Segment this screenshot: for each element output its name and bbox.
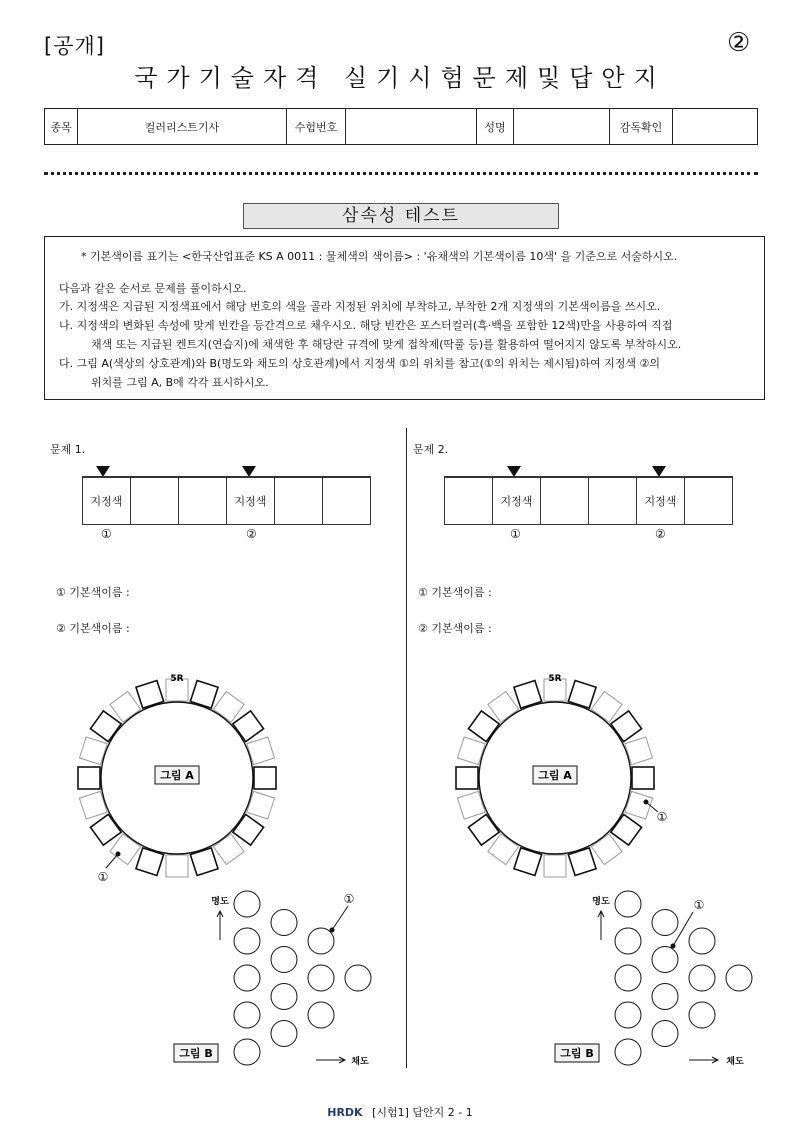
value-chroma-chip	[308, 1002, 334, 1028]
exam-no-label: 수험번호	[287, 109, 346, 145]
problem1-value-chroma-chart	[172, 888, 402, 1078]
axis-value-label: 명도	[211, 897, 229, 907]
value-chroma-chip	[308, 928, 334, 954]
strip-cell[interactable]	[685, 477, 733, 525]
strip-cell[interactable]	[131, 477, 179, 525]
hue-chip	[591, 691, 622, 722]
value-chroma-chip	[234, 891, 260, 917]
instruction-item-b: 나. 지정색의 변화된 속성에 맞게 빈칸을 등간격으로 채우시오. 해당 빈칸은 포스터컬러(흑·백을 포함한 12색)만을 사용하여 직접	[59, 319, 673, 332]
hue-label-5r: 5R	[548, 674, 562, 684]
problem2-value-chroma-chart	[553, 888, 783, 1078]
hue-chip	[611, 711, 642, 742]
supervisor-field[interactable]	[673, 109, 758, 145]
footer-text: [시험1] 답안지 2 - 1	[372, 1106, 473, 1119]
value-chroma-chip	[689, 1002, 715, 1028]
value-chroma-chip	[652, 984, 678, 1010]
value-chroma-chip	[234, 965, 260, 991]
strip-marker-2: ②	[246, 527, 257, 541]
axis-value-label: 명도	[592, 897, 610, 907]
answer-1-label: ① 기본색이름 :	[418, 586, 492, 599]
strip-marker-1: ①	[101, 527, 112, 541]
column-divider	[406, 428, 407, 1068]
strip-cell[interactable]	[445, 477, 493, 525]
value-chroma-chip	[615, 1002, 641, 1028]
axis-chroma-label: 채도	[351, 1057, 369, 1067]
supervisor-label: 감독확인	[610, 109, 673, 145]
problem1-hue-wheel	[62, 668, 292, 898]
value-chroma-chip	[615, 891, 641, 917]
strip-cell[interactable]	[275, 477, 323, 525]
cut-line-divider	[44, 172, 758, 175]
hue-label-5r: 5R	[170, 674, 184, 684]
problem2-hue-wheel	[440, 668, 670, 898]
value-chroma-chip	[652, 947, 678, 973]
footer	[0, 1104, 800, 1120]
strip-cell[interactable]	[323, 477, 371, 525]
figure-a-leader-line	[106, 854, 118, 868]
figure-b-leader-line	[332, 906, 348, 930]
name-label: 성명	[477, 109, 514, 145]
figure-a-label: 그림 A	[160, 769, 194, 782]
instructions-box	[44, 236, 765, 400]
value-chroma-chip	[615, 965, 641, 991]
figure-b-dot	[330, 928, 335, 933]
strip-cell[interactable]	[589, 477, 637, 525]
figure-b-label: 그림 B	[560, 1047, 594, 1060]
hue-chip	[213, 691, 244, 722]
instruction-item-b-cont: 채색 또는 지급된 켄트지(연습지)에 채색한 후 해당란 규격에 맞게 접착제(딱풀 등)를 활용하여 떨어지지 않도록 부착하시오.	[91, 338, 682, 351]
instruction-item-c: 다. 그림 A(색상의 상호관계)와 B(명도와 채도의 상호관계)에서 지정색 ①의 위치를 참고(①의 위치는 제시됨)하여 지정색 ②의	[59, 357, 661, 370]
hue-chip	[591, 834, 622, 865]
hue-chip	[233, 814, 264, 845]
hue-chip	[233, 711, 264, 742]
value-chroma-chip	[271, 984, 297, 1010]
hue-chip	[166, 855, 188, 877]
figure-a-dot	[116, 852, 121, 857]
figure-a-dot	[644, 800, 649, 805]
strip-cell[interactable]: 지정색	[227, 477, 275, 525]
value-chroma-chip	[726, 965, 752, 991]
hrdk-logo: HRDK	[327, 1106, 363, 1119]
figure-a-marker: ①	[97, 870, 109, 884]
figure-b-marker: ①	[693, 898, 705, 912]
hue-chip	[110, 834, 141, 865]
hue-chip	[456, 767, 478, 789]
instruction-note: * 기본색이름 표기는 <한국산업표준 KS A 0011 : 물체색의 색이름> : '유채색의 기본색이름 10색' 을 기준으로 서술하시오.	[81, 250, 678, 263]
value-chroma-chip	[271, 947, 297, 973]
value-chroma-chip	[234, 1039, 260, 1065]
page-mark: ②	[727, 28, 751, 58]
hue-chip	[213, 834, 244, 865]
figure-b-label: 그림 B	[179, 1047, 213, 1060]
strip-cell[interactable]: 지정색	[83, 477, 131, 525]
axis-chroma-label: 채도	[726, 1057, 744, 1067]
figure-a-label: 그림 A	[538, 769, 572, 782]
hue-chip	[488, 691, 519, 722]
instruction-item-c-cont: 위치를 그림 A, B에 각각 표시하시오.	[91, 376, 269, 389]
value-chroma-chip	[652, 910, 678, 936]
name-field[interactable]	[514, 109, 610, 145]
hue-chip	[488, 834, 519, 865]
figure-b-marker: ①	[343, 892, 355, 906]
value-chroma-chip	[345, 965, 371, 991]
answer-2-label: ② 기본색이름 :	[418, 622, 492, 635]
strip-marker-1: ①	[510, 527, 521, 541]
problem2-label: 문제 2.	[413, 443, 449, 456]
value-chroma-chip	[234, 928, 260, 954]
strip-marker-2: ②	[655, 527, 666, 541]
instruction-intro: 다음과 같은 순서로 문제를 풀이하시오.	[59, 282, 247, 295]
strip-cell[interactable]	[541, 477, 589, 525]
hue-chip	[468, 711, 499, 742]
answer-1-label: ① 기본색이름 :	[56, 586, 130, 599]
hue-chip	[611, 814, 642, 845]
problem1-color-strip	[82, 476, 371, 525]
value-chroma-chip	[234, 1002, 260, 1028]
hue-chip	[110, 691, 141, 722]
value-chroma-circles	[615, 891, 752, 1065]
value-chroma-chip	[308, 965, 334, 991]
hue-chip	[468, 814, 499, 845]
value-chroma-chip	[271, 910, 297, 936]
strip-cell[interactable]: 지정색	[637, 477, 685, 525]
hue-chip	[78, 767, 100, 789]
hue-chip	[254, 767, 276, 789]
value-chroma-chip	[652, 1021, 678, 1047]
page-title: 국가기술자격 실기시험문제및답안지	[134, 64, 666, 92]
exam-no-field[interactable]	[346, 109, 477, 145]
field-label: 종목	[45, 109, 78, 145]
instruction-item-a: 가. 지정색은 지급된 지정색표에서 해당 번호의 색을 골라 지정된 위치에 부착하고, 부착한 2개 지정색의 기본색이름을 쓰시오.	[59, 300, 661, 313]
field-value: 컬러리스트기사	[78, 109, 287, 145]
hue-chip	[90, 814, 121, 845]
section-title: 삼속성 테스트	[243, 203, 559, 229]
answer-2-label: ② 기본색이름 :	[56, 622, 130, 635]
hue-chip	[544, 855, 566, 877]
public-label: [공개]	[44, 34, 105, 58]
value-chroma-chip	[615, 928, 641, 954]
hue-chip	[90, 711, 121, 742]
value-chroma-circles	[234, 891, 371, 1065]
value-chroma-chip	[615, 1039, 641, 1065]
figure-b-dot	[671, 944, 676, 949]
value-chroma-chip	[689, 928, 715, 954]
value-chroma-chip	[689, 965, 715, 991]
strip-cell[interactable]: 지정색	[493, 477, 541, 525]
problem1-label: 문제 1.	[50, 443, 86, 456]
hue-chip	[632, 767, 654, 789]
figure-a-marker: ①	[656, 810, 668, 824]
problem2-color-strip	[444, 476, 733, 525]
value-chroma-chip	[271, 1021, 297, 1047]
exam-info-table	[44, 108, 758, 145]
strip-cell[interactable]	[179, 477, 227, 525]
